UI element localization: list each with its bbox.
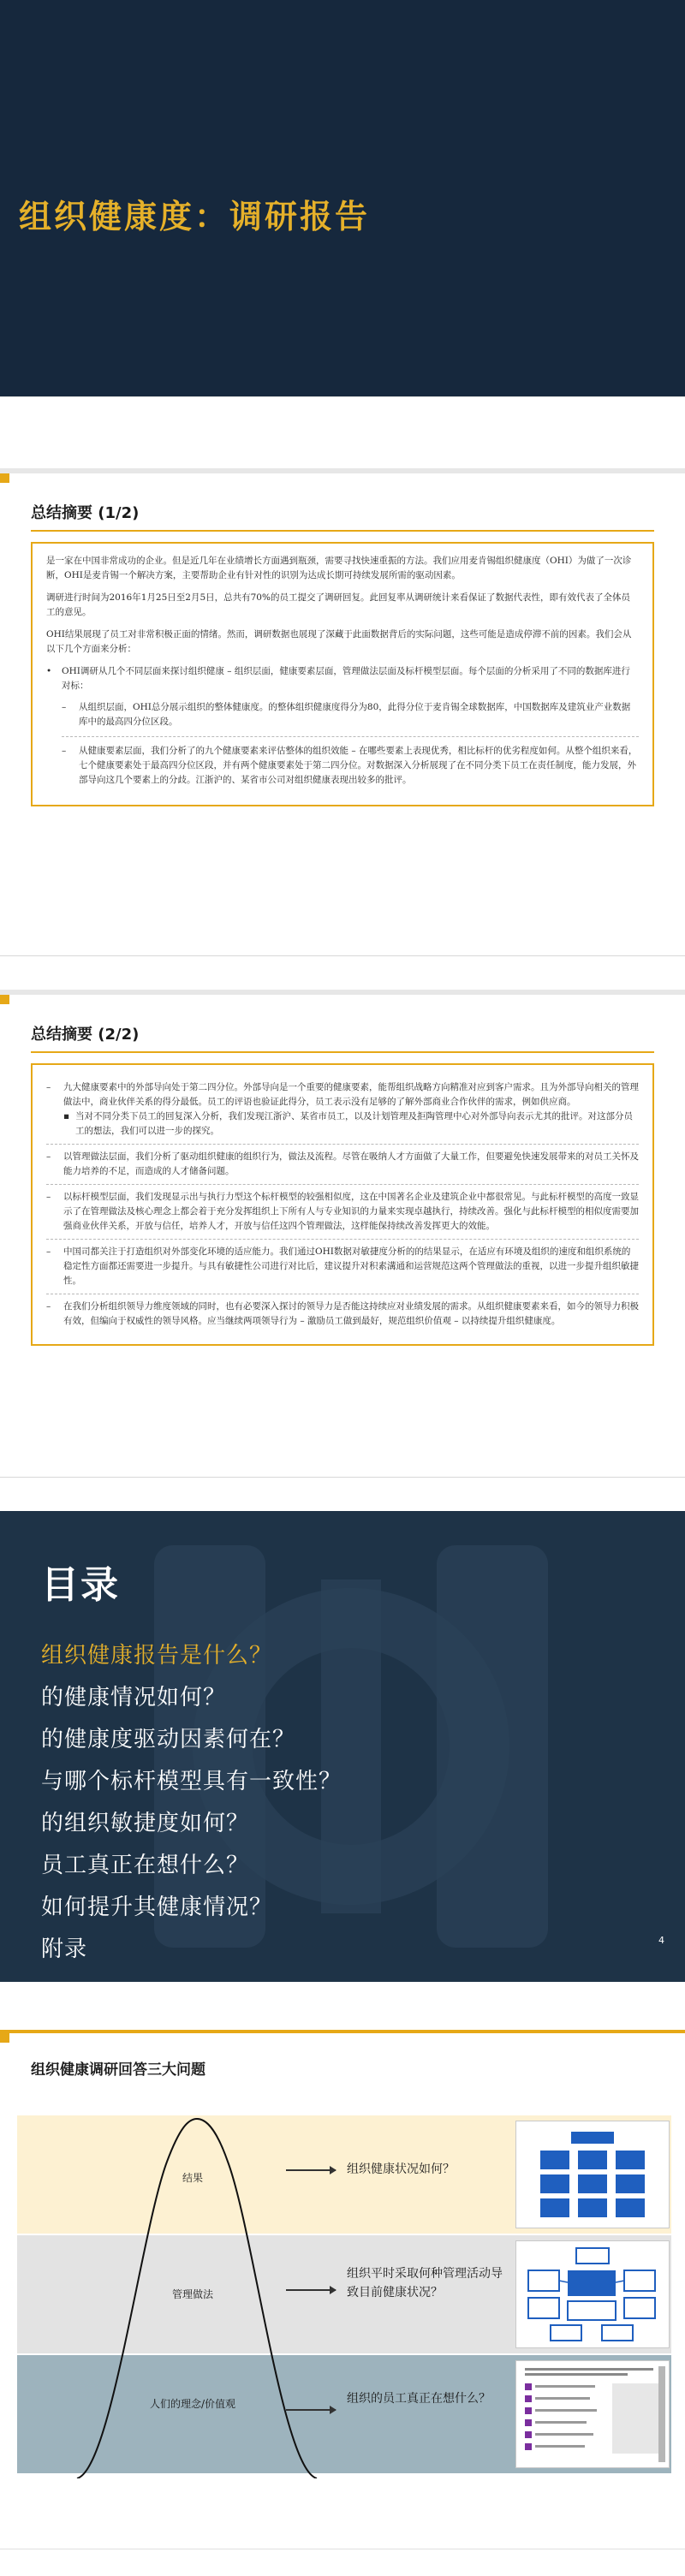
level-label-practices: 管理做法 [171,2288,213,2300]
toc-item[interactable]: 的组织敏捷度如何？ [41,1811,250,1836]
dash-icon: – [46,1301,51,1312]
summary-note [63,1110,639,1139]
questions-slide [0,2033,685,2573]
dash-icon: – [46,1192,51,1202]
survey-page-icon [516,2361,669,2467]
mindsets-thumbnail [515,2360,670,2468]
arrow-right-icon [286,2409,336,2411]
dash-icon: – [46,1082,51,1092]
note-text: 当对不同分类下员工的回复深入分析，我们发现江浙沪、某省市员工，以及计划管理及拒陶管理中心对外部导向表示尤其的批评。对这部分员工的想法，我们可以进一步的探究。 [75,1111,633,1136]
toc-item[interactable]: 员工真正在想什么？ [41,1853,250,1878]
summary-paragraph: 调研进行时间为2016年1月25日至2月5日，总共有70%的员工提交了调研回复。此回复率从调研统计来看保证了数据代表性，即有效代表了全体员工的意见。 [46,592,630,617]
toc-footer [0,1982,685,2033]
cover-slide [0,0,685,456]
summary-box [31,1063,654,1346]
health-grid-icon [516,2121,669,2228]
summary-slide-2 [0,990,685,1499]
question-practices: 组织平时采取何种管理活动导致目前健康状况？ [347,2267,503,2300]
cover-title: 组织健康度：调研报告 [19,197,371,235]
bullet-text: OHI调研从几个不同层面来探讨组织健康 – 组织层面，健康要素层面，管理做法层面及标杆模型层面。每个层面的分析采用了不同的数据库进行对标： [62,666,630,691]
sub-item-text: 从健康要素层面，我们分析了的九个健康要素来评估整体的组织效能 – 在哪些要素上表现优秀，相比标杆的优劣程度如何。从整个组织来看，七个健康要素处于最高四分位区段，并有两个健康要素处于第二四分位。对数据深入分析展现了在不同分类下员工在责任制度，能力发展，外部导向这几个要素上的分歧。江浙沪的、某省市公司对组织健康表现出较多的批评。 [79,746,638,785]
item-text: 在我们分析组织领导力维度领域的同时，也有必要深入探讨的领导力是否能这持续应对业绩发展的需求。从组织健康要素来看，如今的领导力积极有效，但编向于权威性的领导风格。应当继续两项领导行为 – 激励员工做到最好，规范组织价值观 – 以持续提升组织健康度。 [63,1301,639,1326]
toc-title: 目录 [41,1563,120,1607]
summary-sub-item [62,744,639,794]
heading-rule [31,1051,654,1053]
toc-list [41,1635,342,1971]
item-text: 以管理做法层面，我们分析了驱动组织健康的组织行为，做法及流程。尽管在吸纳人才方面做了大量工作，但要避免快速发展带来的对员工关怀及能力培养的不足，而造成的人才储备问题。 [63,1151,639,1176]
slide-heading: 总结摘要 (1/2) [31,504,140,522]
slide-footer [0,955,685,978]
question-mindsets: 组织的员工真正在想什么？ [347,2392,491,2406]
summary-item [46,1075,639,1145]
slide-gap [0,1499,685,1511]
toc-item[interactable]: 附录 [41,1936,88,1962]
small-dot-icon: ▪ [63,1111,70,1121]
level-label-mindsets: 人们的理念/价值观 [149,2398,236,2410]
slide-heading: 组织健康调研回答三大问题 [31,2061,206,2079]
level-label-results: 结果 [182,2172,203,2184]
arrow-right-icon [286,2169,336,2171]
arrow-right-icon [286,2289,336,2291]
slide-footer [0,1477,685,1499]
practices-diagram-icon [516,2241,669,2347]
toc-item[interactable]: 与哪个标杆模型具有一致性？ [41,1769,342,1794]
dash-icon: – [62,702,67,712]
toc-item[interactable]: 的健康度驱动因素何在？ [41,1727,296,1752]
summary-item [46,1294,639,1334]
results-thumbnail [515,2121,670,2228]
summary-box [31,542,654,806]
practices-thumbnail [515,2240,670,2348]
sub-item-text: 从组织层面，OHI总分展示组织的整体健康度。的整体组织健康度得分为80，此得分位于麦肯锡全球数据库，中国数据库及建筑业产业数据库中的最高四分位区段。 [79,702,631,727]
item-text: 九大健康要素中的外部导向处于第二四分位。外部导向是一个重要的健康要素，能帮组织战略方向精准对应到客户需求。且为外部导向相关的管理做法中，商业伙伴关系的得分最低。员工的评语也验证此得分，员工表示没有足够的了解外部商业合作伙伴的需求，例如供应商。 [63,1082,639,1107]
item-text: 中国司都关注于打造组织对外部变化环境的适应能力。我们通过OHI数据对敏捷度分析的的结果显示，在适应有环境及组织的速度和组织系统的稳定性方面都还需要进一步提升。与具有敏捷性公司进行对比后，建议提升对积素溝通和运营规范这两个管理做法的重视，以进一步提升组织敏捷性。 [63,1246,639,1286]
item-text: 以标杆模型层面，我们发现显示出与执行力型这个标杆模型的较强相似度，这在中国著名企业及建筑企业中都很常见。与此标杆模型的高度一致显示了在管理做法及核心理念上都会着于充分发挥组织上下所有人与专业知识的力量来实现卓越执行，持续改善。强化与此标杆模型的相似度需要加强商业伙伴关系，开放与信任，培养人才，开放与信任这四个管理做法，这样能保持续改善发挥更大的效能。 [63,1192,639,1231]
dash-icon: – [62,746,67,756]
slide-gap [0,978,685,990]
toc-slide [0,1511,685,2033]
summary-paragraph: OHI结果展现了员工对非常积极正面的情绪。然而，调研数据也展现了深藏于此面数据背后的实际问题，这些可能是造成停滞不前的因素。我们会从以下几个方面来分析： [46,629,632,654]
slide-heading: 总结摘要 (2/2) [31,1026,140,1044]
accent-square [0,995,9,1004]
cover-divider [0,390,685,396]
toc-item-active[interactable]: 组织健康报告是什么？ [41,1643,273,1669]
question-results: 组织健康状况如何？ [347,2163,455,2176]
summary-sub-item [62,700,639,737]
summary-item [46,1145,639,1185]
slide-gap [0,456,685,468]
dash-icon: – [46,1151,51,1162]
slide-footer [0,2549,685,2573]
toc-item[interactable]: 的健康情况如何？ [41,1685,227,1710]
cover-footer [0,396,685,456]
heading-rule [31,530,654,532]
summary-bullet [46,664,639,693]
accent-square [0,473,9,483]
summary-paragraph: 是一家在中国非常成功的企业。但是近几年在业绩增长方面遇到瓶颈，需要寻找快速重振的方法。我们应用麦肯锡组织健康度（OHI）为做了一次诊断，OHI是麦肯锡一个解决方案，主要帮助企业有针对性的识别为达成长期可持续发展所需的驱动因素。 [46,556,632,580]
dash-icon: – [46,1246,51,1257]
bullet-dot-icon: • [46,666,52,676]
page-number: 4 [658,1935,664,1946]
toc-item[interactable]: 如何提升其健康情况？ [41,1895,273,1920]
summary-item [46,1240,639,1294]
summary-item [46,1185,639,1240]
summary-slide-1 [0,468,685,978]
accent-square [0,2033,9,2043]
